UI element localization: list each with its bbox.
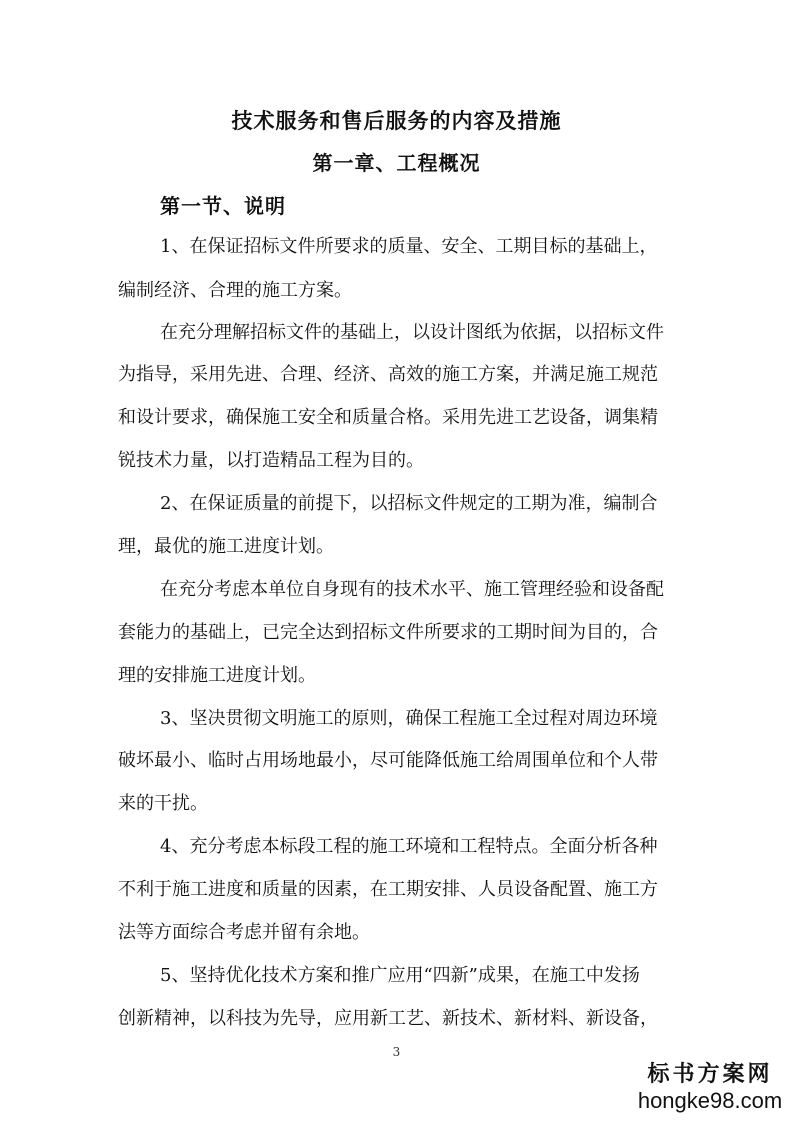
- paragraph-line: 3、坚决贯彻文明施工的原则，确保工程施工全过程对周边环境: [160, 708, 658, 729]
- paragraph-line: 理，最优的施工进度计划。: [118, 536, 334, 557]
- paragraph-line: 在充分理解招标文件的基础上，以设计图纸为依据，以招标文件: [160, 322, 664, 343]
- paragraph-line: 为指导，采用先进、合理、经济、高效的施工方案，并满足施工规范: [118, 364, 658, 385]
- paragraph-line: 创新精神，以科技为先导，应用新工艺、新技术、新材料、新设备，: [118, 1008, 658, 1029]
- section-title: 第一节、说明: [160, 194, 286, 218]
- paragraph-line: 4、充分考虑本标段工程的施工环境和工程特点。全面分析各种: [160, 836, 658, 857]
- paragraph-line: 理的安排施工进度计划。: [118, 665, 316, 686]
- document-title: 技术服务和售后服务的内容及措施: [231, 108, 562, 133]
- paragraph-line: 5、坚持优化技术方案和推广应用“四新”成果，在施工中发扬: [160, 965, 640, 986]
- paragraph-line: 1、在保证招标文件所要求的质量、安全、工期目标的基础上，: [160, 236, 658, 257]
- watermark-logo: [635, 1060, 785, 1114]
- paragraph-line: 2、在保证质量的前提下，以招标文件规定的工期为准，编制合: [160, 493, 658, 514]
- page-number: 3: [392, 1045, 401, 1059]
- paragraph-line: 不利于施工进度和质量的因素，在工期安排、人员设备配置、施工方: [118, 879, 658, 900]
- paragraph-line: 编制经济、合理的施工方案。: [118, 280, 352, 301]
- watermark-url: hongke98.com: [637, 1088, 783, 1113]
- paragraph-line: 法等方面综合考虑并留有余地。: [118, 922, 370, 943]
- paragraph-line: 在充分考虑本单位自身现有的技术水平、施工管理经验和设备配: [160, 579, 664, 600]
- paragraph-line: 套能力的基础上，已完全达到招标文件所要求的工期时间为目的，合: [118, 622, 658, 643]
- paragraph-line: 和设计要求，确保施工安全和质量合格。采用先进工艺设备，调集精: [118, 407, 658, 428]
- watermark-name: 标书方案网: [647, 1061, 773, 1087]
- paragraph-line: 锐技术力量，以打造精品工程为目的。: [118, 450, 424, 471]
- paragraph-line: 破坏最小、临时占用场地最小，尽可能降低施工给周围单位和个人带: [118, 750, 658, 771]
- chapter-title: 第一章、工程概况: [312, 151, 481, 175]
- paragraph-line: 来的干扰。: [118, 793, 208, 814]
